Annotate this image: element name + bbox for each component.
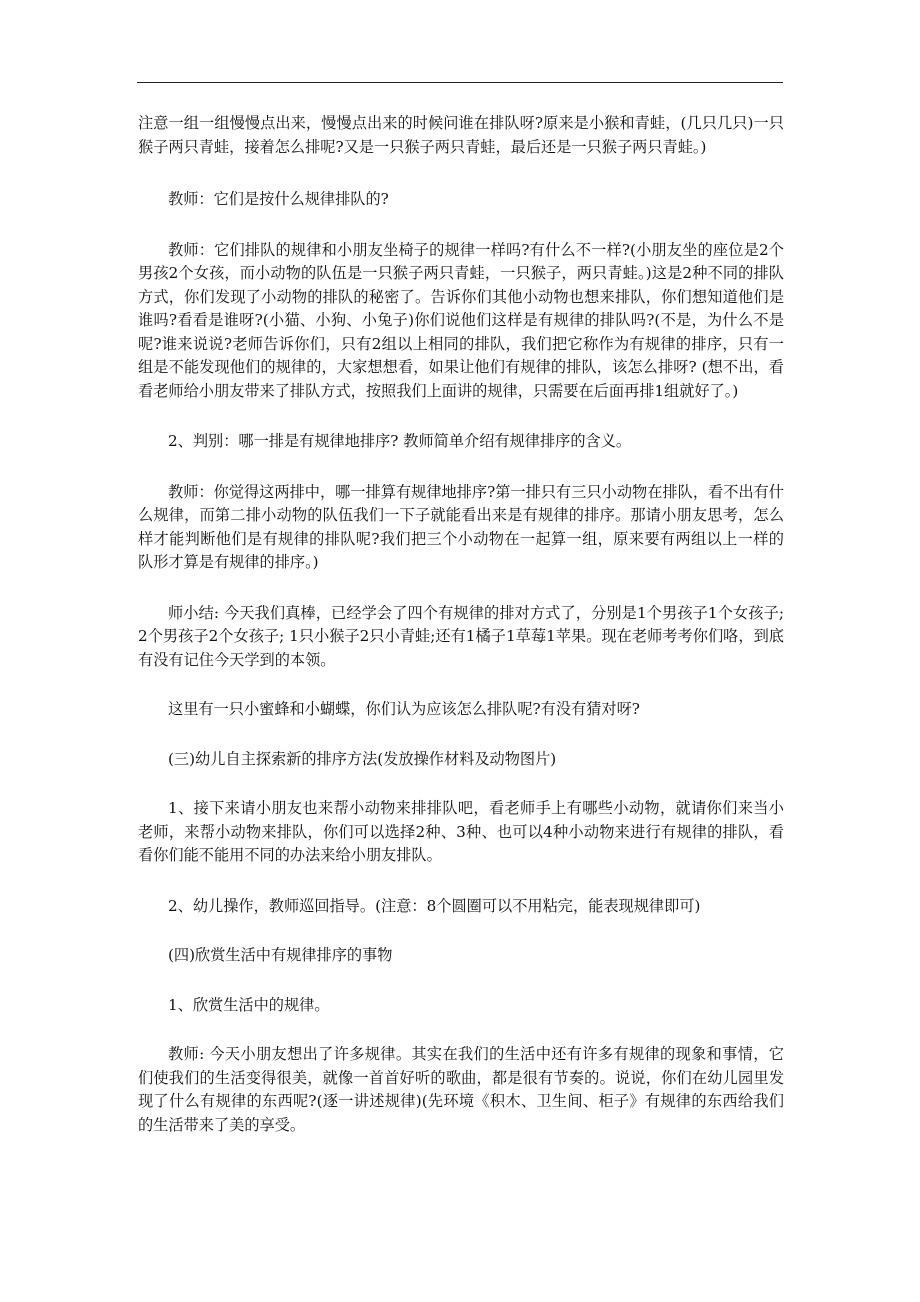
document-body [138, 112, 784, 1137]
paragraph-4: 2、判别：哪一排是有规律地排序? 教师简单介绍有规律排序的含义。 [168, 432, 632, 450]
header-rule [137, 82, 783, 83]
paragraph-9: 1、接下来请小朋友也来帮小动物来排排队吧，看老师手上有哪些小动物，就请你们来当小老师，来帮小动物来排队，你们可以选择2种、3种、也可以4种小动物来进行有规律的排队，看看你们能不能用不同的办法来给小朋友排队。 [138, 799, 784, 864]
paragraph-6: 师小结: 今天我们真棒，已经学会了四个有规律的排对方式了，分别是1个男孩子1个女孩子;2个男孩子2个女孩子; 1只小猴子2只小青蛙;还有1橘子1草莓1苹果。现在老师考考你们咯，到底有没有记住今天学到的本领。 [138, 603, 784, 669]
paragraph-12: 1、欣赏生活中的规律。 [168, 995, 330, 1014]
paragraph-13: 教师: 今天小朋友想出了许多规律。其实在我们的生活中还有许多有规律的现象和事情，它们使我们的生活变得很美，就像一首首好听的歌曲，都是很有节奏的。说说，你们在幼儿园里发现了什么有规律的东西呢?(逐一讲述规律)(先环境《积木、卫生间、柜子》有规律的东西给我们的生活带来了美的享受。 [138, 1045, 784, 1134]
paragraph-2: 教师：它们是按什么规律排队的? [168, 190, 389, 208]
paragraph-8: (三)幼儿自主探索新的排序方法(发放操作材料及动物图片) [168, 749, 557, 768]
paragraph-3: 教师：它们排队的规律和小朋友坐椅子的规律一样吗?有什么不一样?(小朋友坐的座位是2个男孩2个女孩，而小动物的队伍是一只猴子两只青蛙，一只猴子，两只青蛙。)这是2种不同的排队方式，你们发现了小动物的排队的秘密了。告诉你们其他小动物也想来排队，你们想知道他们是谁吗?看看是谁呀?(小猫、小狗、小兔子)你们说他们这样是有规律的排队吗?(不是，为什么不是呢?谁来说说?老师告诉你们，只有2组以上相同的排队，我们把它称作为有规律的排序，只有一组是不能发现他们的规律的，大家想想看，如果让他们有规律的排队，该怎么排呀? (想不出，看看老师给小朋友带来了排队方式，按照我们上面讲的规律，只需要在后面再排1组就好了。) [138, 240, 784, 400]
paragraph-11: (四)欣赏生活中有规律排序的事物 [168, 946, 393, 964]
paragraph-7: 这里有一只小蜜蜂和小蝴蝶，你们认为应该怎么排队呢?有没有猜对呀? [168, 700, 640, 718]
paragraph-1: 注意一组一组慢慢点出来，慢慢点出来的时候问谁在排队呀?原来是小猴和青蛙，(几只几只)一只猴子两只青蛙，接着怎么排呢?又是一只猴子两只青蛙，最后还是一只猴子两只青蛙。) [138, 114, 784, 156]
paragraph-10: 2、幼儿操作，教师巡回指导。(注意：8个圆圈可以不用粘完，能表现规律即可) [168, 896, 701, 915]
paragraph-5: 教师：你觉得这两排中，哪一排算有规律地排序?第一排只有三只小动物在排队，看不出有什么规律，而第二排小动物的队伍我们一下子就能看出来是有规律的排序。那请小朋友思考，怎么样才能判断他们是有规律的排队呢?我们把三个小动物在一起算一组，原来要有两组以上一样的队形才算是有规律的排序。) [138, 482, 784, 571]
